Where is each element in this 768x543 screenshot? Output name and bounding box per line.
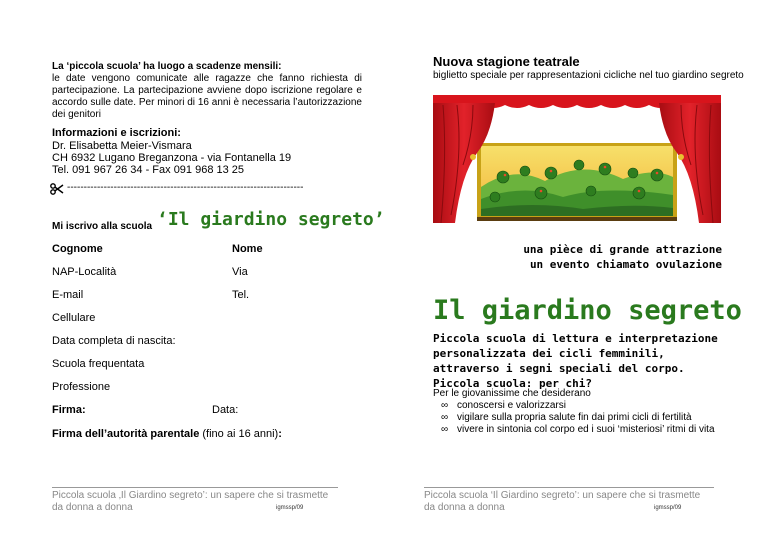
bullet-text: conoscersi e valorizzarsi <box>457 400 566 411</box>
contact-name: Dr. Elisabetta Meier-Vismara <box>52 140 192 152</box>
label-scuola: Scuola frequentata <box>52 358 145 370</box>
bullet-list <box>433 400 733 436</box>
intro-text: le date vengono comunicate alle ragazze che fanno richiesta di partecipazione. La partecipazione avviene dopo iscrizione regolare e accordo sulle date. Per minori di 16 anni è necessaria l’autorizzazione dei genitori <box>52 73 362 120</box>
infinity-bullet-icon: ∞ <box>441 412 449 423</box>
list-item <box>433 424 733 436</box>
tagline-1: una pièce di grande attrazione <box>523 243 722 256</box>
label-nome: Nome <box>232 243 263 255</box>
label-email: E-mail <box>52 289 84 301</box>
label-cellulare: Cellulare <box>52 312 96 324</box>
scissors-icon <box>50 182 64 200</box>
infinity-bullet-icon: ∞ <box>441 424 449 435</box>
bullet-text: vivere in sintonia col corpo ed i suoi ‘misteriosi’ ritmi di vita <box>457 424 715 435</box>
right-title: Nuova stagione teatrale <box>433 54 580 69</box>
label-firma: Firma: <box>52 404 86 416</box>
label-tel: Tel. <box>232 289 250 301</box>
left-footer-line1: Piccola scuola ‚Il Giardino segreto’: un sapere che si trasmette <box>52 490 329 501</box>
label-data-nascita: Data completa di nascita: <box>52 335 176 347</box>
right-subtitle: biglietto speciale per rappresentazioni cicliche nel tuo giardino segreto <box>433 70 744 81</box>
left-footer-line2: da donna a donna <box>52 502 133 513</box>
label-data: Data: <box>212 404 239 416</box>
right-footer-code: igmssp/09 <box>654 505 682 511</box>
label-firma-autorita <box>52 428 282 441</box>
signup-label: Mi iscrivo alla scuola <box>52 221 153 232</box>
tagline-2: un evento chiamato ovulazione <box>529 258 722 271</box>
list-item <box>433 400 733 412</box>
list-intro: Per le giovanissime che desiderano <box>433 388 591 399</box>
contact-address: CH 6932 Lugano Breganzona - via Fontanella 19 <box>52 152 292 164</box>
signup-title: ‘Il giardino segreto’ <box>157 209 385 230</box>
right-footer-line1: Piccola scuola ‘Il Giardino segreto’: un sapere che si trasmette <box>424 490 701 501</box>
info-heading: Informazioni e iscrizioni: <box>52 127 181 139</box>
big-title: Il giardino segreto <box>433 295 742 326</box>
left-footer-code: igmssp/09 <box>276 505 304 511</box>
contact-phone: Tel. 091 967 26 34 - Fax 091 968 13 25 <box>52 164 245 176</box>
firma-autorita-colon: : <box>278 428 282 440</box>
firma-autorita-rest: (fino ai 16 anni) <box>199 428 279 440</box>
theater-stage-image <box>433 95 721 223</box>
right-footer-line2: da donna a donna <box>424 502 505 513</box>
left-footer-rule <box>52 487 338 488</box>
label-via: Via <box>232 266 248 278</box>
cut-line: ----------------------------------------------------------------------- <box>67 182 304 193</box>
intro-heading: La ‘piccola scuola’ ha luogo a scadenze mensili: <box>52 61 282 72</box>
list-item <box>433 412 733 424</box>
label-nap: NAP-Località <box>52 266 117 278</box>
right-footer-rule <box>424 487 714 488</box>
label-cognome: Cognome <box>52 243 103 255</box>
bullet-text: vigilare sulla propria salute fin dai primi cicli di fertilità <box>457 412 692 423</box>
description: Piccola scuola di lettura e interpretazione personalizzata dei cicli femminili, attraverso i segni speciali del corpo. Piccola scuola: per chi? <box>433 332 718 390</box>
label-professione: Professione <box>52 381 111 393</box>
firma-autorita-bold: Firma dell’autorità parentale <box>52 428 200 440</box>
infinity-bullet-icon: ∞ <box>441 400 449 411</box>
